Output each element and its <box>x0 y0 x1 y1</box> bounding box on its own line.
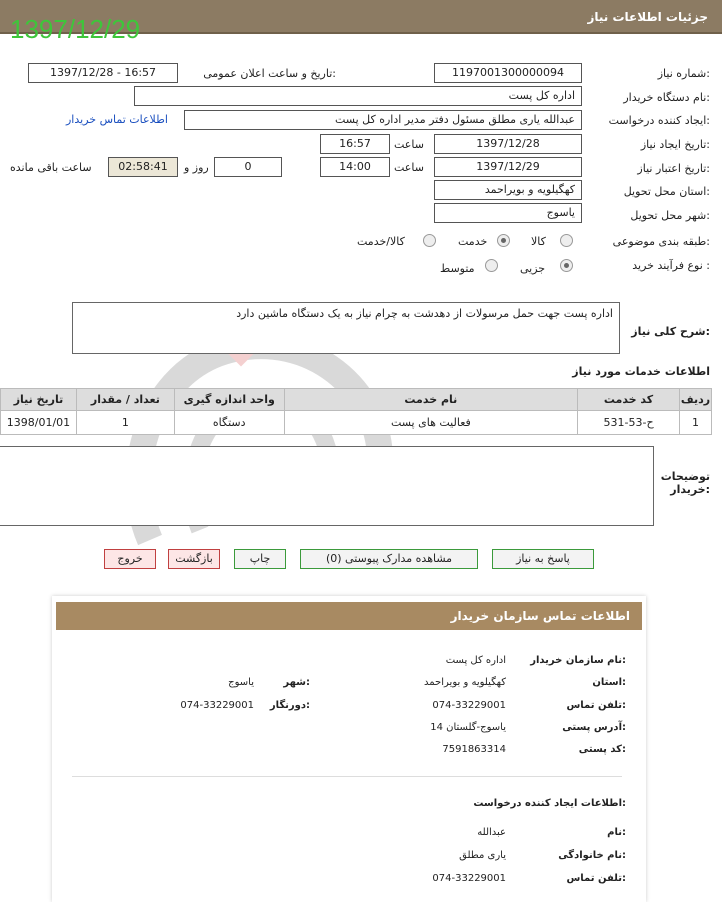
remaining-time-field: 02:58:41 <box>108 157 178 177</box>
purchase-type-label: نوع فرآیند خرید : <box>632 259 710 272</box>
cell-quantity: 1 <box>76 411 174 435</box>
buyer-notes-label: توضیحات خریدار: <box>660 470 710 496</box>
cell-row: 1 <box>679 411 711 435</box>
address-label: آدرس پستی: <box>562 722 626 733</box>
buyer-org-field[interactable]: اداره کل پست <box>134 86 582 106</box>
address-value: یاسوج-گلستان 14 <box>430 722 506 733</box>
phone-label: تلفن تماس: <box>566 700 626 711</box>
col-need-date: تاریخ نیاز <box>1 389 77 411</box>
col-service-name: نام خدمت <box>284 389 577 411</box>
divider <box>72 776 622 777</box>
radio-minor[interactable] <box>560 259 573 272</box>
announce-label: تاریخ و ساعت اعلان عمومی: <box>203 67 336 80</box>
cell-unit: دستگاه <box>174 411 284 435</box>
back-button[interactable]: بازگشت <box>168 549 220 569</box>
creator-field[interactable]: عبدالله یاری مطلق مسئول دفتر مدیر اداره کل پست <box>184 110 582 130</box>
contact-card-header <box>56 602 642 630</box>
postal-value: 7591863314 <box>442 744 506 755</box>
creator-phone-value: 074-33229001 <box>432 873 506 884</box>
buyer-contact-link[interactable]: اطلاعات تماس خریدار <box>66 113 168 126</box>
col-unit: واحد اندازه گیری <box>174 389 284 411</box>
phone-value: 074-33229001 <box>432 700 506 711</box>
city-field[interactable]: یاسوج <box>434 203 582 223</box>
days-label: روز و <box>184 161 209 174</box>
province-contact-label: استان: <box>592 677 626 688</box>
city-label: شهر محل تحویل: <box>630 209 710 222</box>
description-text: اداره پست جهت حمل مرسولات از دهدشت به چرام نیاز به یک دستگاه ماشین دارد <box>236 307 613 320</box>
validity-time-label: ساعت <box>394 161 424 174</box>
radio-goods[interactable] <box>560 234 573 247</box>
services-header-row <box>1 389 712 411</box>
radio-goods-label: کالا <box>531 235 546 248</box>
big-date-stamp: 1397/12/29 <box>10 14 141 44</box>
create-date-field[interactable]: 1397/12/28 <box>434 134 582 154</box>
city-contact-value: یاسوج <box>228 677 254 688</box>
create-time-field[interactable]: 16:57 <box>320 134 390 154</box>
exit-button[interactable]: خروج <box>104 549 156 569</box>
services-title: اطلاعات خدمات مورد نیاز <box>572 365 710 378</box>
announce-field[interactable]: 1397/12/28 - 16:57 <box>28 63 178 83</box>
table-row[interactable] <box>1 411 712 435</box>
col-service-code: کد خدمت <box>578 389 680 411</box>
buyer-org-label: نام دستگاه خریدار: <box>623 91 710 104</box>
creator-section-title: اطلاعات ایجاد کننده درخواست: <box>473 798 626 809</box>
fax-label: دورنگار: <box>269 700 310 711</box>
remaining-label: ساعت باقی مانده <box>10 161 92 174</box>
validity-date-field[interactable]: 1397/12/29 <box>434 157 582 177</box>
services-table <box>0 388 712 435</box>
cell-need-date: 1398/01/01 <box>1 411 77 435</box>
col-quantity: تعداد / مقدار <box>76 389 174 411</box>
radio-goods-service-label: کالا/خدمت <box>357 235 405 248</box>
family-label: نام خانوادگی: <box>558 850 626 861</box>
description-textarea[interactable] <box>72 302 620 354</box>
name-label: نام: <box>607 827 626 838</box>
org-value: اداره کل پست <box>445 655 506 666</box>
col-row: ردیف <box>679 389 711 411</box>
contact-card-title: اطلاعات تماس سازمان خریدار <box>450 609 630 623</box>
category-label: طبقه بندی موضوعی: <box>612 235 710 248</box>
validity-label: تاریخ اعتبار نیاز: <box>637 162 710 175</box>
org-label: نام سازمان خریدار: <box>530 655 626 666</box>
postal-label: کد پستی: <box>578 744 626 755</box>
create-time-label: ساعت <box>394 138 424 151</box>
radio-medium-label: متوسط <box>440 262 475 275</box>
fax-value: 074-33229001 <box>180 700 254 711</box>
need-number-field[interactable]: 1197001300000094 <box>434 63 582 83</box>
buyer-notes-box[interactable] <box>0 446 654 526</box>
create-date-label: تاریخ ایجاد نیاز: <box>640 138 710 151</box>
province-contact-value: کهگیلویه و بویراحمد <box>424 677 506 688</box>
radio-medium[interactable] <box>485 259 498 272</box>
validity-time-field[interactable]: 14:00 <box>320 157 390 177</box>
name-value: عبدالله <box>477 827 506 838</box>
city-contact-label: شهر: <box>283 677 310 688</box>
print-button[interactable]: چاپ <box>234 549 286 569</box>
radio-service[interactable] <box>497 234 510 247</box>
page-title: جزئیات اطلاعات نیاز <box>587 10 708 24</box>
family-value: یاری مطلق <box>459 850 506 861</box>
cell-service-code: ح-53-531 <box>578 411 680 435</box>
creator-phone-label: تلفن تماس: <box>566 873 626 884</box>
cell-service-name: فعالیت های پست <box>284 411 577 435</box>
reply-button[interactable]: پاسخ به نیاز <box>492 549 594 569</box>
creator-label: ایجاد کننده درخواست: <box>608 114 710 127</box>
days-field[interactable]: 0 <box>214 157 282 177</box>
attachments-button[interactable]: مشاهده مدارک پیوستی (0) <box>300 549 478 569</box>
radio-goods-service[interactable] <box>423 234 436 247</box>
buyer-contact-card <box>52 596 646 902</box>
radio-minor-label: جزیی <box>520 262 546 275</box>
description-label: شرح کلی نیاز: <box>631 325 710 338</box>
province-field[interactable]: کهگیلویه و بویراحمد <box>434 180 582 200</box>
need-number-label: شماره نیاز: <box>657 67 710 80</box>
province-label: استان محل تحویل: <box>623 185 710 198</box>
radio-service-label: خدمت <box>458 235 488 248</box>
